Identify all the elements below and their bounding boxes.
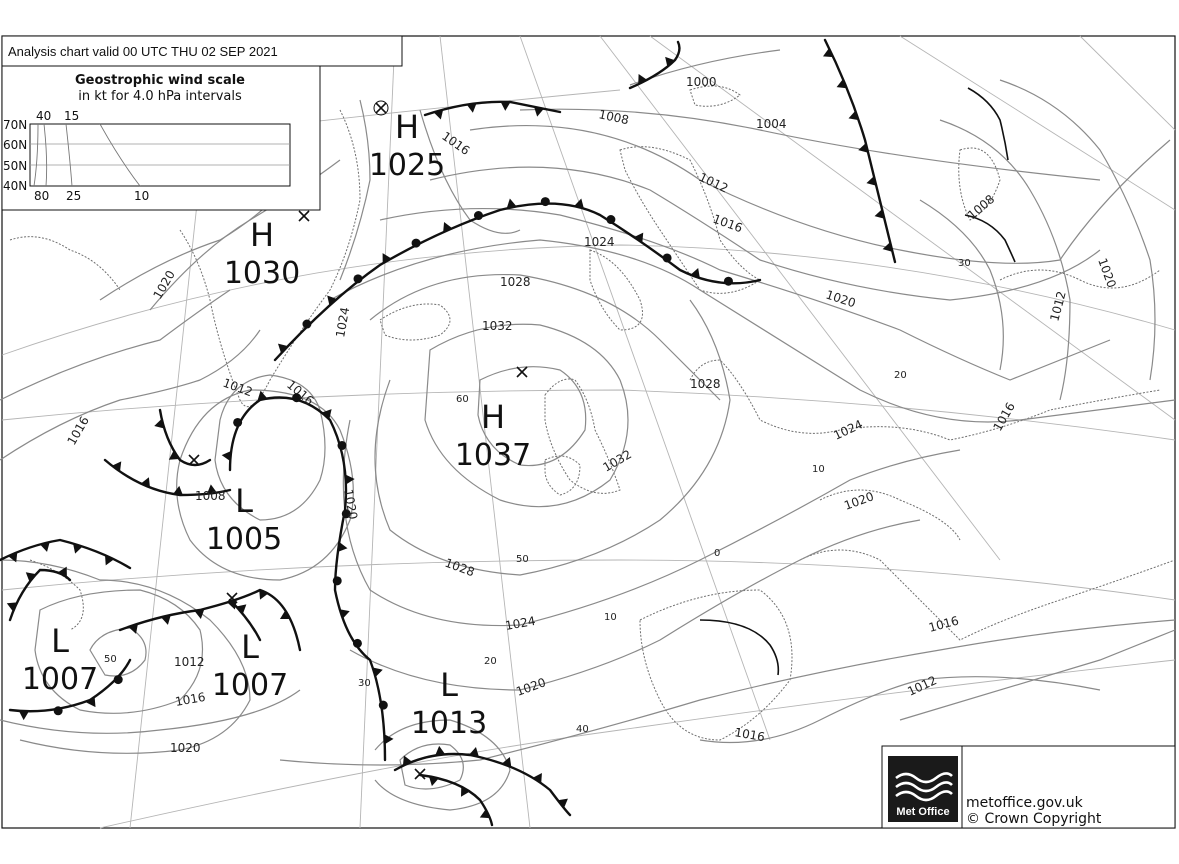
isobar-label: 1016 — [439, 128, 473, 158]
isobar-label: 1028 — [690, 377, 721, 391]
isobar-label: 1004 — [756, 117, 787, 131]
centre-cross-4 — [189, 455, 199, 465]
warm-front-bump — [541, 197, 550, 206]
warm-front-bump — [54, 706, 63, 715]
warm-front-bump — [724, 277, 733, 286]
isobar-label: 1020 — [514, 675, 548, 699]
wind-scale-lat-label: 60N — [3, 138, 28, 152]
pressure-centre-type: H — [394, 108, 420, 146]
grid-label: 60 — [456, 394, 469, 405]
pressure-centre-value: 1005 — [205, 522, 283, 557]
warm-front-bump — [354, 274, 363, 283]
wind-scale-lat-label: 40N — [3, 179, 28, 193]
pressure-centre-type: L — [241, 628, 259, 666]
cold-front-tooth — [173, 486, 183, 496]
pressure-centre-value: 1013 — [410, 706, 488, 741]
grid-label: 50 — [104, 654, 117, 665]
met-office-logo-icon — [888, 756, 958, 822]
isobar-label: 1012 — [174, 655, 205, 669]
isobar-label: 1016 — [174, 689, 207, 709]
logo-label: Met Office — [896, 806, 950, 818]
isobar-label: 1020 — [150, 268, 178, 302]
wind-scale-title: Geostrophic wind scale — [74, 73, 246, 88]
isobar-label: 1012 — [905, 673, 939, 699]
grid-label: 30 — [958, 258, 971, 269]
isobar-label: 1028 — [442, 555, 477, 580]
warm-front-bump — [606, 215, 615, 224]
isobar-label: 1020 — [824, 287, 858, 311]
cold-front-tooth — [19, 711, 29, 720]
site-url: metoffice.gov.uk — [966, 795, 1083, 811]
grid-label: 20 — [894, 370, 907, 381]
isobar-label: 1000 — [686, 75, 717, 89]
warm-front-bump — [474, 211, 483, 220]
isobar-label: 1024 — [831, 417, 865, 443]
pressure-centre-type: H — [480, 398, 506, 436]
warm-front-bump — [663, 253, 672, 262]
wind-scale-top-label: 40 — [36, 109, 52, 123]
isobar-label: 1024 — [333, 306, 353, 339]
grid-label: 0 — [714, 548, 721, 559]
centre-cross-2 — [299, 211, 309, 221]
pressure-centre-value: 1025 — [368, 148, 446, 183]
isobar-label: 1020 — [842, 489, 876, 513]
grid-label: 30 — [358, 678, 371, 689]
centre-cross-3 — [517, 367, 527, 377]
isobar-label: 1008 — [597, 107, 631, 128]
wind-scale-top-label: 15 — [64, 109, 80, 123]
pressure-centre-value: 1007 — [211, 668, 289, 703]
cold-front-tooth — [467, 103, 477, 113]
warm-front-bump — [114, 675, 123, 684]
isobar-label: 1020 — [1095, 256, 1119, 290]
warm-front-bump — [302, 320, 311, 329]
warm-front-bump — [353, 639, 362, 648]
warm-front-bump — [412, 239, 421, 248]
isobar-label: 1012 — [1047, 289, 1069, 323]
wind-scale-bottom-label: 25 — [66, 189, 82, 203]
pressure-centre-value: 1030 — [223, 256, 301, 291]
warm-front-bump — [338, 441, 347, 450]
isobar-label: 1016 — [64, 414, 92, 448]
isobar-label: 1024 — [504, 613, 537, 633]
isobar-label: 1016 — [710, 211, 745, 236]
cold-front-tooth — [435, 746, 445, 756]
isobar-label: 1020 — [170, 741, 201, 755]
warm-front-bump — [333, 576, 342, 585]
trough-lines — [700, 88, 1018, 675]
wind-scale-lat-label: 70N — [3, 118, 28, 132]
grid-label: 10 — [812, 464, 825, 475]
grid-label: 50 — [516, 554, 529, 565]
cold-front-tooth — [501, 102, 511, 111]
isobar-label: 1028 — [500, 275, 531, 289]
cold-front-tooth — [222, 451, 231, 461]
centre-cross-1 — [374, 101, 388, 115]
isobar-label: 1012 — [220, 375, 255, 400]
cold-front-tooth — [338, 542, 348, 552]
wind-scale-bottom-label: 80 — [34, 189, 50, 203]
isobar-label: 1008 — [195, 489, 226, 503]
grid-label: 40 — [576, 724, 589, 735]
isobar-label: 1016 — [733, 725, 766, 745]
isobar-label: 1016 — [990, 400, 1018, 434]
pressure-centre-type: L — [235, 482, 253, 520]
isobar-label: 1032 — [482, 319, 513, 333]
grid-label: 10 — [604, 612, 617, 623]
centre-cross-6 — [415, 769, 425, 779]
isobar-label: 1016 — [927, 613, 961, 635]
pressure-centre-type: L — [51, 622, 69, 660]
wind-scale-subtitle: in kt for 4.0 hPa intervals — [78, 89, 242, 104]
isobar-label: 1008 — [964, 191, 998, 223]
chart-header — [2, 36, 402, 66]
cold-front-tooth — [384, 734, 393, 744]
footer-panel — [882, 746, 1175, 828]
grid-labels — [104, 258, 971, 735]
copyright: © Crown Copyright — [966, 811, 1102, 827]
grid-label: 20 — [484, 656, 497, 667]
isobar-label: 1012 — [696, 170, 731, 196]
wind-scale-bottom-label: 10 — [134, 189, 150, 203]
isobar-label: 1020 — [341, 488, 361, 521]
pressure-centre-value: 1007 — [21, 662, 99, 697]
pressure-centre-type: L — [440, 666, 458, 704]
chart-title: Analysis chart valid 00 UTC THU 02 SEP 2021 — [8, 44, 278, 59]
warm-front-bump — [233, 418, 242, 427]
isobar-label: 1024 — [584, 235, 615, 249]
isobar-label: 1032 — [600, 447, 634, 475]
pressure-centre-type: H — [249, 216, 275, 254]
isobar-label: 1016 — [284, 377, 317, 408]
wind-scale-lat-label: 50N — [3, 159, 28, 173]
warm-front-bump — [379, 701, 388, 710]
pressure-centre-value: 1037 — [454, 438, 532, 473]
wind-scale-panel — [2, 66, 320, 210]
